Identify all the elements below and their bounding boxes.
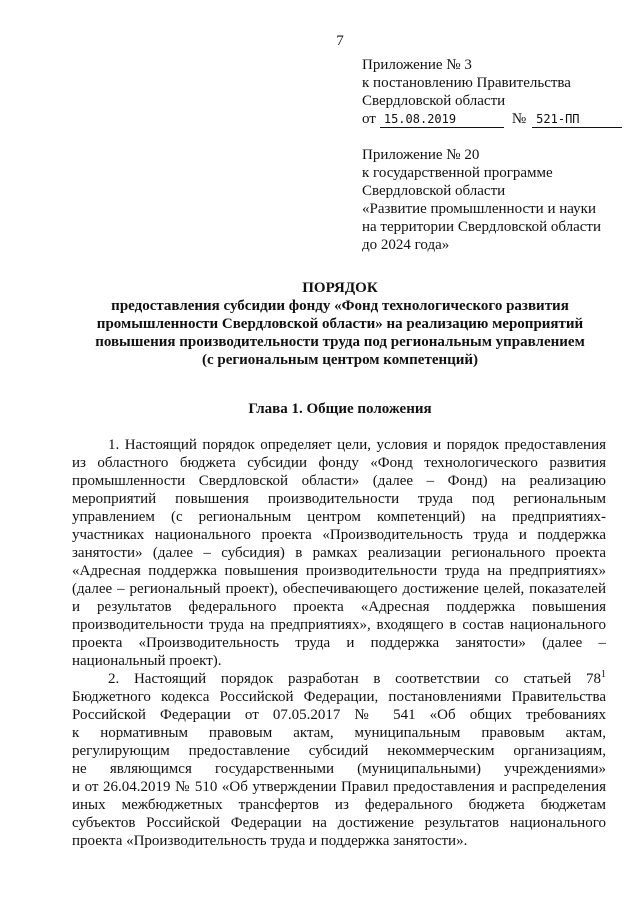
- subtitle-line: промышленности Свердловской области» на реализацию мероприятий: [96, 316, 584, 332]
- paragraph2-line: Бюджетного кодекса Российской Федерации, постановлениями Правительства: [72, 689, 606, 705]
- paragraph1-line: (далее – региональный проект), обеспечивающего достижение целей, показателей: [72, 581, 606, 597]
- appendix2-line5: на территории Свердловской области: [362, 219, 602, 235]
- paragraph1-line: и результатов федерального проекта «Адресная поддержка повышения: [72, 599, 606, 615]
- appendix1-line2: к постановлению Правительства: [362, 75, 571, 91]
- paragraph2-line: не являющимся государственными (муниципальными) учреждениями»: [72, 761, 606, 777]
- appendix2-line4: «Развитие промышленности и науки: [362, 201, 596, 217]
- appendix2-line3: Свердловской области: [362, 183, 506, 199]
- paragraph2-line: Российской Федерации от 07.05.2017 № 541 «Об общих требованиях: [72, 707, 606, 723]
- resolution-number: 521-ПП: [532, 111, 622, 128]
- appendix2-line6: до 2024 года»: [362, 237, 450, 253]
- document-body: [72, 436, 606, 850]
- paragraph1-line: проекта «Производительность труда и поддержка занятости» (далее –: [72, 635, 606, 651]
- document-title: ПОРЯДОК: [302, 280, 378, 296]
- paragraph2-first-line: [72, 670, 606, 688]
- chapter-heading: Глава 1. Общие положения: [248, 401, 432, 417]
- resolution-date-number-row: [362, 110, 622, 128]
- paragraph1-line: мероприятий повышения производительности труда под региональным: [72, 491, 606, 507]
- resolution-date: 15.08.2019: [380, 111, 504, 128]
- paragraph2-first-line-text: 2. Настоящий порядок разработан в соответствии со статьей 78: [108, 671, 601, 687]
- paragraph1-line: производительности труда на предприятиях», входящего в состав национального: [72, 617, 606, 633]
- appendix1-line1: Приложение № 3: [362, 57, 472, 73]
- paragraph1-line: участниках национального проекта «Производительность труда и поддержка: [72, 527, 606, 543]
- appendix-to-program: [362, 146, 601, 254]
- paragraph2-line: регулирующим предоставление субсидий некоммерческим организациям,: [72, 743, 606, 759]
- paragraph2-line: субъектов Российской Федерации на достижение результатов национального: [72, 815, 606, 831]
- appendix2-line1: Приложение № 20: [362, 147, 480, 163]
- subtitle-line: предоставления субсидии фонду «Фонд технологического развития: [111, 298, 569, 314]
- subtitle-line: (с региональным центром компетенций): [201, 352, 479, 368]
- paragraph1-line: «Адресная поддержка повышения производительности труда на предприятиях»: [72, 563, 606, 579]
- paragraph1-line: промышленности Свердловской области» (далее – Фонд) на реализацию: [72, 473, 606, 489]
- paragraph2-line: к нормативным правовым актам, муниципальным правовым актам,: [72, 725, 606, 741]
- paragraph1-line: национальный проект).: [72, 653, 222, 669]
- appendix1-line3: Свердловской области: [362, 93, 506, 109]
- paragraph2-line: проекта «Производительность труда и поддержка занятости».: [72, 833, 468, 849]
- appendix-to-resolution: [362, 56, 622, 128]
- number-label: №: [511, 111, 527, 127]
- paragraph2-line: и от 26.04.2019 № 510 «Об утверждении Правил предоставления и распределения: [72, 779, 606, 795]
- from-label: от: [362, 111, 376, 127]
- page-number: 7: [336, 33, 344, 49]
- subtitle-line: повышения производительности труда под региональным управлением: [95, 334, 585, 350]
- document-subtitle: [60, 297, 620, 369]
- article-superscript: 1: [601, 670, 606, 680]
- paragraph2-line: иных межбюджетных трансфертов из федерального бюджета бюджетам: [72, 797, 606, 813]
- appendix2-line2: к государственной программе: [362, 165, 553, 181]
- paragraph1-line: занятости» (далее – субсидия) в рамках реализации регионального проекта: [72, 545, 606, 561]
- paragraph1-line: из областного бюджета субсидии фонду «Фонд технологического развития: [72, 455, 606, 471]
- paragraph1-line: управлением (с региональным центром компетенций) на предприятиях-: [72, 509, 606, 525]
- paragraph1-line: 1. Настоящий порядок определяет цели, условия и порядок предоставления: [108, 437, 606, 453]
